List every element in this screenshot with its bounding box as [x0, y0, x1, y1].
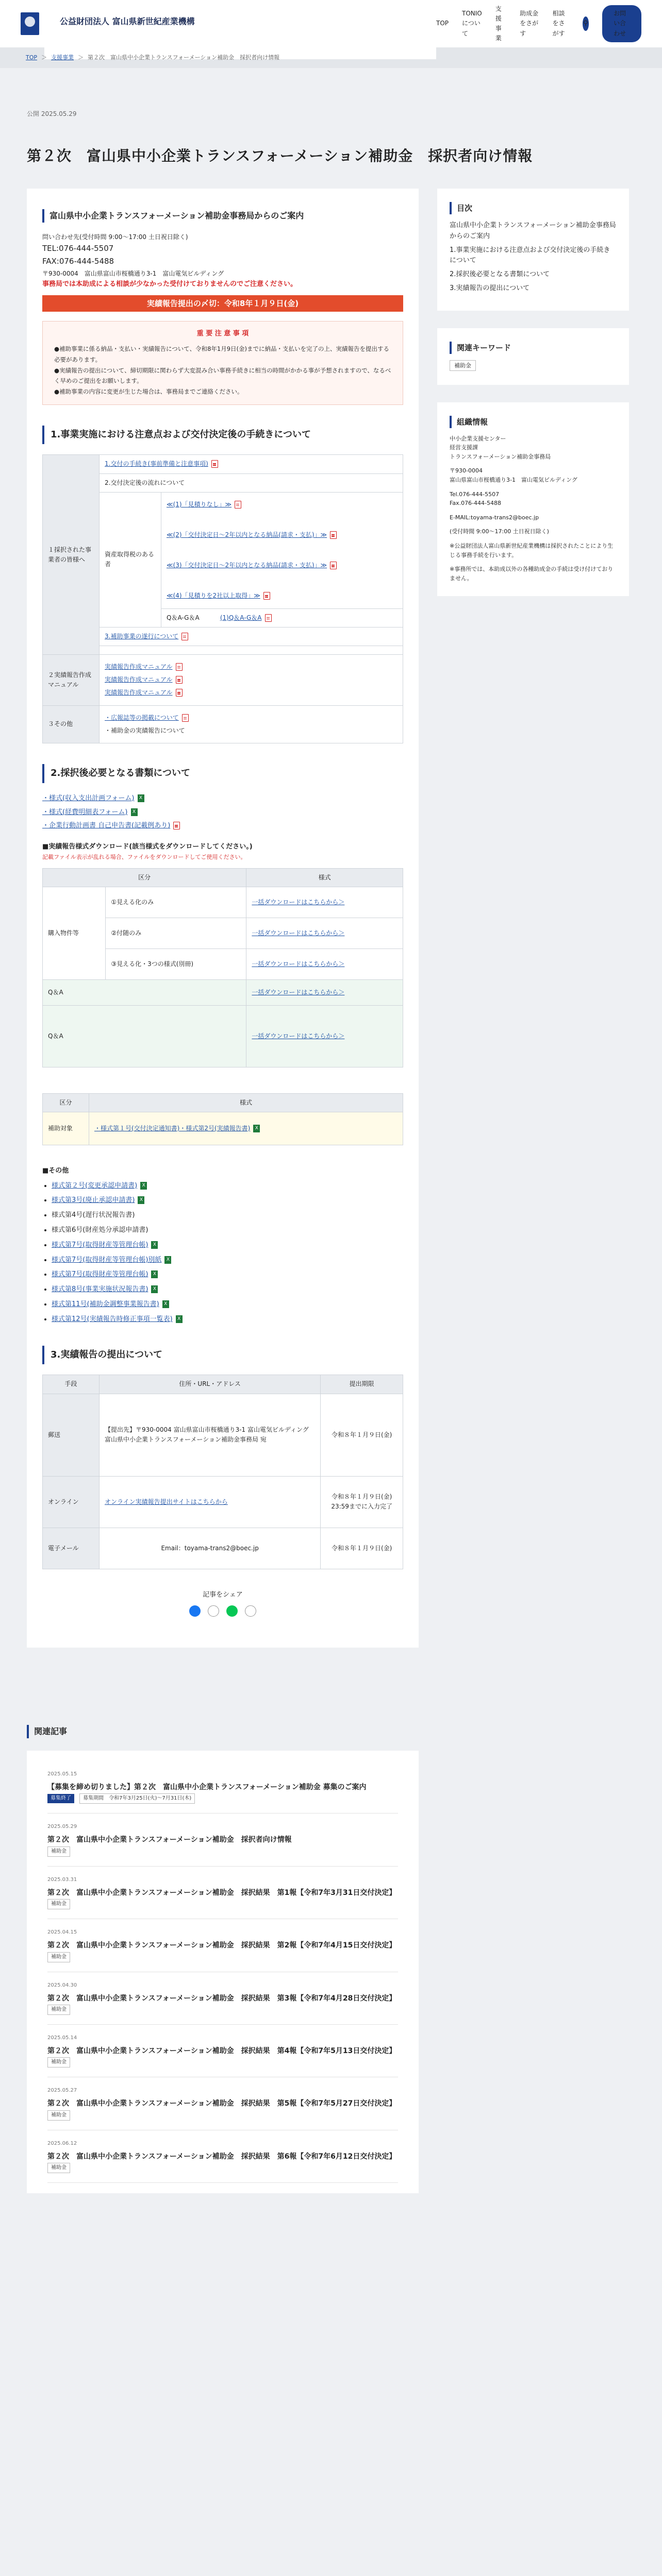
col-form: 様式: [246, 868, 403, 887]
content-layout: [0, 189, 662, 1648]
page-head: [0, 68, 662, 189]
x-icon[interactable]: [208, 1605, 219, 1617]
site-header: [0, 0, 662, 47]
excel-icon: X: [151, 1270, 158, 1278]
toc-item[interactable]: 3.実績報告の提出について: [450, 284, 530, 292]
line-icon[interactable]: [226, 1605, 238, 1617]
link-publicity[interactable]: ・広報誌等の掲載について: [105, 714, 179, 721]
notice-line: ●実績報告の提出について、締切期限に関わらず大変混み合い事務手続きに相当の時間がかかる事が予想されますので、なるべく早めのご提出をお願いします。: [54, 366, 391, 385]
address-cell: 【提出先】〒930-0004 富山県富山市桜橋通り3-1 富山電気ビルディング 富山県中小企業トランスフォーメーション補助金事務局 宛: [100, 1394, 321, 1476]
related-title-text: 第２次 富山県中小企業トランスフォーメーション補助金 採択結果 第4報【令和7年5月13日交付決定】: [47, 2046, 396, 2055]
related-item[interactable]: [47, 1919, 398, 1972]
doc-link[interactable]: ・様式(収入支出計画フォーム): [42, 794, 135, 802]
pdf-icon: [330, 531, 337, 539]
related-tag: 補助金: [47, 2110, 70, 2121]
related-title-text: 【募集を締め切りました】第２次 富山県中小企業トランスフォーメーション補助金 募集のご案内: [47, 1783, 367, 1792]
excel-icon: X: [138, 1196, 144, 1204]
others-title: ■その他: [42, 1166, 69, 1175]
row-head: １採択された事業者の皆様へ: [43, 455, 100, 655]
link-manual[interactable]: 実績報告作成マニュアル: [105, 689, 173, 697]
download-table: [42, 868, 403, 1067]
logo-icon: [21, 12, 39, 35]
other-form-link[interactable]: 様式第3号(廃止承認申請書): [52, 1196, 135, 1205]
col-form: 様式: [89, 1093, 403, 1112]
related-date: 2025.06.12: [47, 2140, 77, 2146]
sub-cell: ①見える化のみ: [106, 887, 246, 918]
doc-links: [42, 793, 403, 832]
office-fax: FAX:076-444-5488: [42, 257, 114, 266]
pdf-icon: [176, 663, 183, 671]
deadline-cell: 令和８年１月９日(金) 23:59までに入力完了: [321, 1476, 403, 1528]
breadcrumb-support[interactable]: 支援事業: [51, 54, 74, 61]
related-title-text: 第２次 富山県中小企業トランスフォーメーション補助金 採択結果 第3報【令和7年4月28日交付決定】: [47, 1994, 396, 2003]
org-line: 経営支援課: [450, 444, 478, 451]
sub-cell: ③見える化・3つの様式(別冊): [106, 948, 246, 979]
submission-table: [42, 1375, 403, 1569]
org-line: Tel.076-444-5507: [450, 490, 500, 498]
org-line: ※事務所では、本助成以外の各種助成金の手続は受け付けておりません。: [450, 566, 614, 582]
online-submit-link[interactable]: オンライン実績報告提出サイトはこちらから: [105, 1498, 228, 1505]
excel-icon: X: [131, 808, 138, 816]
email-cell[interactable]: Email：toyama-trans2@boec.jp: [100, 1528, 321, 1569]
other-form-text: 様式第6号(財産処分承認申請書): [52, 1226, 148, 1234]
excel-icon: X: [140, 1182, 147, 1190]
pdf-icon: [265, 614, 272, 622]
pdf-icon: [181, 633, 188, 640]
office-heading: 富山県中小企業トランスフォーメーション補助金事務局からのご案内: [42, 209, 403, 223]
related-date: 2025.05.15: [47, 1771, 77, 1777]
other-form-text: 様式第4号(遅行状況報告書): [52, 1211, 135, 1219]
nav-top[interactable]: TOP: [436, 20, 449, 27]
sidebar: [437, 189, 629, 1648]
link-execution[interactable]: 3.補助事業の遂行について: [105, 632, 179, 640]
procedure-table: [42, 454, 403, 743]
related-title-text: 第２次 富山県中小企業トランスフォーメーション補助金 採択者向け情報: [47, 1836, 292, 1844]
related-item[interactable]: [47, 1814, 398, 1866]
article-body: [27, 189, 419, 1648]
breadcrumb-separator: ＞: [78, 54, 84, 61]
related-item[interactable]: [47, 2077, 398, 2130]
report-label: ・補助金の実績報告について: [105, 726, 185, 734]
related-date: 2025.05.14: [47, 2035, 77, 2041]
toc-item[interactable]: 2.採択後必要となる書類について: [450, 270, 550, 279]
org-line: 富山県富山市桜橋通り3-1 富山電気ビルディング: [450, 476, 577, 483]
col-deadline: 提出期限: [321, 1375, 403, 1394]
share-label: 記事をシェア: [203, 1590, 243, 1599]
download-link[interactable]: 一括ダウンロードはこちらから＞: [252, 988, 345, 996]
facebook-icon[interactable]: [189, 1605, 201, 1617]
page-title: 第２次 富山県中小企業トランスフォーメーション補助金 採択者向け情報: [27, 147, 533, 165]
flow-label: 2.交付決定後の流れについて: [100, 473, 403, 492]
keywords: [437, 328, 629, 385]
related-date: 2025.04.15: [47, 1929, 77, 1936]
qa-label: Q＆A-G＆A: [167, 614, 200, 621]
section3-title: 3.実績報告の提出について: [42, 1346, 403, 1365]
related-title-text: 第２次 富山県中小企業トランスフォーメーション補助金 採択結果 第2報【令和7年4月15日交付決定】: [47, 1941, 396, 1950]
other-form-link[interactable]: 様式第7号(取得財産等管理台帳)別紙: [52, 1256, 162, 1264]
excel-icon: X: [138, 794, 144, 802]
download-link[interactable]: 一括ダウンロードはこちらから＞: [252, 898, 345, 906]
excel-icon: X: [253, 1125, 260, 1132]
pdf-icon: [235, 501, 241, 509]
notice-title: 重 要 注 意 事 項: [196, 330, 249, 338]
office-contact: [42, 232, 403, 291]
related-date: 2025.04.30: [47, 1982, 77, 1988]
related-tag: 募集終了: [47, 1794, 74, 1803]
publish-date: 公開 2025.05.29: [27, 110, 77, 117]
excel-icon: X: [151, 1285, 158, 1293]
org-line: 〒930-0004: [450, 467, 483, 474]
method-cell: 郵送: [43, 1394, 100, 1476]
related-title-text: 第２次 富山県中小企業トランスフォーメーション補助金 採択結果 第6報【令和7年6月12日交付決定】: [47, 2152, 396, 2161]
excel-icon: X: [176, 1315, 183, 1323]
related-title-text: 第２次 富山県中小企業トランスフォーメーション補助金 採択結果 第5報【令和7年5月27日交付決定】: [47, 2099, 396, 2108]
download-link[interactable]: 一括ダウンロードはこちらから＞: [252, 929, 345, 937]
cat-cell: Q＆A: [43, 979, 246, 1005]
col-category: 区分: [43, 868, 246, 887]
toc: [437, 189, 629, 311]
link-manual[interactable]: 実績報告作成マニュアル: [105, 676, 173, 684]
col-method: 手段: [43, 1375, 100, 1394]
related-date: 2025.03.31: [47, 1876, 77, 1883]
deadline-banner: 実績報告提出の〆切：令和8年１月９日(金): [42, 295, 403, 312]
search-icon[interactable]: ⚲: [583, 16, 589, 31]
related-item[interactable]: [47, 1867, 398, 1919]
section2-title: 2.採択後必要となる書類について: [42, 764, 403, 783]
excel-icon: X: [162, 1300, 169, 1308]
org-line: (受付時間 9:00〜17:00 土日祝日除く): [450, 528, 549, 535]
logo-name: 公益財団法人 富山県新世紀産業機構: [44, 0, 436, 59]
breadcrumb-separator: ＞: [41, 54, 47, 61]
excel-icon: X: [151, 1241, 158, 1249]
notice-line: ●補助事業に係る納品・支払い・実績報告について、令和8年1月9日(金)までに納品・支払いを完了の上、実績報告を提出する必要があります。: [54, 345, 389, 363]
org-line: トランスフォーメーション補助金事務局: [450, 453, 551, 460]
important-notice: [42, 321, 403, 404]
related-tag: 補助金: [47, 2057, 70, 2067]
contact-button[interactable]: お問い合わせ: [602, 5, 641, 42]
cat-cell: 購入物件等: [43, 887, 106, 979]
download-link[interactable]: 一括ダウンロードはこちらから＞: [252, 1032, 345, 1040]
office-tel: TEL:076-444-5507: [42, 243, 114, 253]
share-block: [42, 1569, 403, 1617]
office-hours: 問い合わせ先(受付時間 9:00〜17:00 土日祝日除く): [42, 233, 188, 241]
related-item[interactable]: [47, 2025, 398, 2077]
pdf-icon: [176, 689, 183, 697]
nav-consult[interactable]: 相談をさがす: [552, 10, 565, 37]
link-case-2[interactable]: ≪(2)「交付決定日～2年以内となる納品(請求・支払)」≫: [167, 531, 327, 539]
related-title: 関連記事: [27, 1725, 635, 1738]
cat-cell: Q＆A: [43, 1005, 246, 1067]
org-line: Fax.076-444-5488: [450, 500, 501, 507]
keywords-title: 関連キーワード: [450, 342, 617, 354]
related-tag: 補助金: [47, 1952, 70, 1962]
office-address: 〒930-0004 富山県富山市桜橋通り3-1 富山電気ビルディング: [42, 269, 224, 277]
nav-about[interactable]: TONIOについて: [462, 10, 482, 37]
link-case-1[interactable]: ≪(1)「見積りなし」≫: [167, 500, 232, 508]
other-form-link[interactable]: 様式第7号(取得財産等管理台帳): [52, 1270, 148, 1279]
other-form-link[interactable]: 様式第8号(事業実施状況報告書): [52, 1285, 148, 1294]
deadline-cell: 令和８年１月９日(金): [321, 1528, 403, 1569]
download-link[interactable]: 一括ダウンロードはこちらから＞: [252, 960, 345, 968]
related-item[interactable]: [47, 1761, 398, 1814]
breadcrumb-current: 第２次 富山県中小企業トランスフォーメーション補助金 採択者向け情報: [88, 54, 280, 61]
method-cell: 電子メール: [43, 1528, 100, 1569]
other-form-link[interactable]: 様式第7号(取得財産等管理台帳): [52, 1241, 148, 1249]
nav-grants[interactable]: 助成金をさがす: [520, 10, 539, 37]
cat-cell: 補助対象: [43, 1112, 89, 1145]
related-date: 2025.05.29: [47, 1824, 77, 1830]
org-line: ※公益財団法人富山県新世紀産業機構は採択されたことにより生じる事務手続を行います。: [450, 542, 614, 558]
others-list: [42, 1181, 403, 1325]
row-head: ２実績報告作成マニュアル: [43, 654, 100, 705]
org-title: 組織情報: [450, 416, 617, 428]
deadline-cell: 令和８年１月９日(金): [321, 1394, 403, 1476]
other-form-link[interactable]: 様式第２号(変更承認申請書): [52, 1181, 138, 1190]
other-form-link[interactable]: 様式第12号(実績報告時修正事項一覧表): [52, 1315, 173, 1323]
keyword-tag[interactable]: 補助金: [450, 360, 476, 371]
org-line: 中小企業支援センター: [450, 435, 506, 442]
pdf-icon: [173, 822, 180, 829]
link-manual[interactable]: 実績報告作成マニュアル: [105, 663, 173, 670]
excel-icon: X: [164, 1256, 171, 1264]
related-tag: 募集期間 令和7年3月25日(火)〜7月31日(木): [79, 1793, 195, 1804]
breadcrumb-top[interactable]: TOP: [26, 54, 38, 61]
download-title: ■実績報告様式ダウンロード(該当様式をダウンロードしてください。): [42, 843, 253, 851]
related-tag: 補助金: [47, 1899, 70, 1909]
related-tag: 補助金: [47, 1846, 70, 1857]
pdf-icon: [330, 562, 337, 569]
pdf-icon: [182, 714, 189, 722]
related-tag: 補助金: [47, 2005, 70, 2015]
form-table: [42, 1093, 403, 1145]
method-cell: オンライン: [43, 1476, 100, 1528]
link-qa[interactable]: (1)Q＆A-G＆A: [220, 614, 262, 621]
related-articles: [0, 1648, 662, 2193]
office-red-note: 事務局では本助成による相談が少なかった受付けておりませんのでご注意ください。: [42, 280, 297, 289]
link-copy-icon[interactable]: [245, 1605, 256, 1617]
link-case-4[interactable]: ≪(4)「見積りを2社以上取得」≫: [167, 592, 260, 600]
related-date: 2025.05.27: [47, 2088, 77, 2094]
organization-info: [437, 402, 629, 597]
related-item[interactable]: [47, 1972, 398, 2025]
org-line: E-MAIL:toyama-trans2@boec.jp: [450, 514, 539, 521]
toc-item[interactable]: 1.事業実施における注意点および交付決定後の手続きについて: [450, 246, 610, 265]
form-link[interactable]: ・様式第１号(交付決定通知書)・様式第2号(実績報告書): [94, 1124, 251, 1132]
nav-support[interactable]: 支援事業: [495, 5, 502, 42]
global-nav: [436, 4, 641, 44]
notice-line: ●補助事業の内容に変更が生じた場合は、事務局までご連絡ください。: [54, 388, 243, 395]
section1-title: 1.事業実施における注意点および交付決定後の手続きについて: [42, 426, 403, 445]
pdf-icon: [263, 592, 270, 600]
pdf-icon: [211, 460, 218, 468]
other-form-link[interactable]: 様式第11号(補助金調整事業報告書): [52, 1300, 159, 1309]
related-tag: 補助金: [47, 2163, 70, 2173]
toc-item[interactable]: 富山県中小企業トランスフォーメーション補助金事務局からのご案内: [450, 221, 616, 240]
link-procedure[interactable]: 1.交付の手続き(事前準備と注意事項): [105, 460, 208, 468]
related-title-text: 第２次 富山県中小企業トランスフォーメーション補助金 採択結果 第1報【令和7年3月31日交付決定】: [47, 1888, 396, 1897]
pdf-icon: [176, 676, 183, 684]
doc-link[interactable]: ・様式(経費明細表フォーム): [42, 808, 128, 816]
sub-head: 資産取得税のある者: [100, 492, 161, 627]
sub-cell: ②付随のみ: [106, 918, 246, 948]
toc-title: 目次: [450, 202, 617, 214]
link-case-3[interactable]: ≪(3)「交付決定日～2年以内となる納品(請求・支払)」≫: [167, 562, 327, 569]
row-head: ３その他: [43, 705, 100, 743]
related-item[interactable]: [47, 2130, 398, 2183]
doc-link[interactable]: ・企業行動計画書 自己申告書(記載例あり): [42, 822, 171, 830]
col-address: 住所・URL・アドレス: [100, 1375, 321, 1394]
download-note: 記載ファイル表示が乱れる場合、ファイルをダウンロードしてご使用ください。: [42, 853, 246, 860]
site-logo[interactable]: [21, 0, 436, 59]
col-category: 区分: [43, 1093, 89, 1112]
